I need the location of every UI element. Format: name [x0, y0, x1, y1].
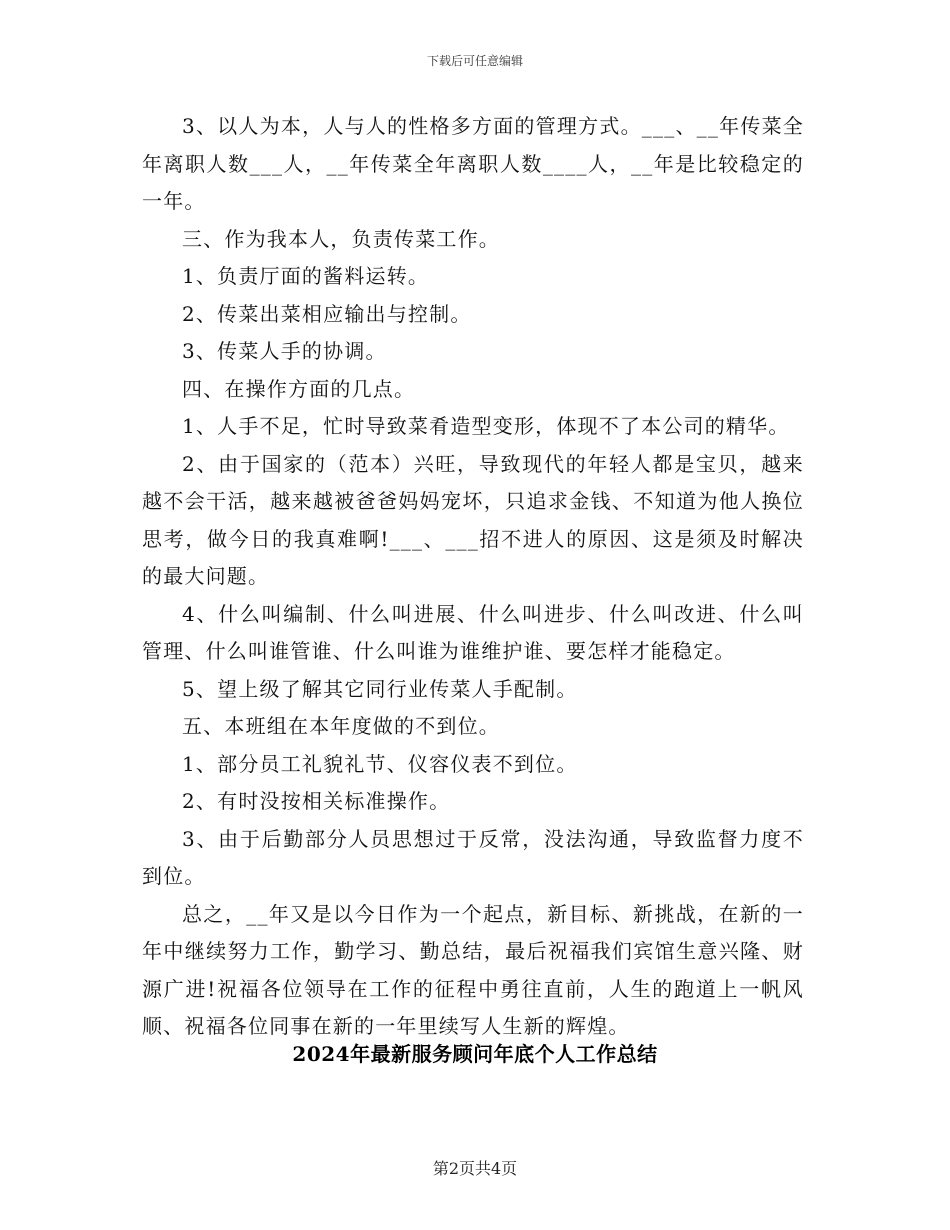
paragraph-8: 2、由于国家的（范本）兴旺，导致现代的年轻人都是宝贝，越来越不会干活，越来越被爸爸妈妈宠坏，只追求金钱、不知道为他人换位思考，做今日的我真难啊!___、___招不进人的原因、这是须及时解决的最大问题。 — [142, 451, 804, 588]
paragraph-2: 三、作为我本人，负责传菜工作。 — [182, 226, 500, 251]
paragraph-5: 3、传菜人手的协调。 — [182, 339, 387, 363]
paragraph-12: 1、部分员工礼貌礼节、仪容仪表不到位。 — [182, 751, 578, 776]
paragraph-7: 1、人手不足，忙时导致菜肴造型变形，体现不了本公司的精华。 — [182, 414, 790, 438]
paragraph-14: 3、由于后勤部分人员思想过于反常，没法沟通，导致监督力度不到位。 — [142, 826, 804, 888]
section-title: 2024年最新服务顾问年底个人工作总结 — [292, 1042, 658, 1066]
paragraph-9: 4、什么叫编制、什么叫进展、什么叫进步、什么叫改进、什么叫管理、什么叫谁管谁、什么叫谁为谁维护谁、要怎样才能稳定。 — [142, 601, 804, 663]
paragraph-6: 四、在操作方面的几点。 — [182, 376, 416, 401]
document-body — [142, 108, 804, 1046]
paragraph-10: 5、望上级了解其它同行业传菜人手配制。 — [182, 676, 578, 701]
paragraph-15: 总之，__年又是以今日作为一个起点，新目标、新挑战，在新的一年中继续努力工作，勤学习、勤总结，最后祝福我们宾馆生意兴隆、财源广进!祝福各位领导在工作的征程中勇往直前，人生的跑道上一帆风顺、祝福各位同事在新的一年里续写人生新的辉煌。 — [142, 901, 804, 1038]
paragraph-1: 3、以人为本，人与人的性格多方面的管理方式。___、__年传菜全年离职人数___人，__年传菜全年离职人数____人，__年是比较稳定的一年。 — [142, 114, 804, 213]
paragraph-13: 2、有时没按相关标准操作。 — [182, 789, 451, 813]
paragraph-3: 1、负责厅面的酱料运转。 — [182, 264, 430, 288]
paragraph-4: 2、传菜出菜相应输出与控制。 — [182, 301, 472, 326]
page-header: 下载后可任意编辑 — [426, 54, 523, 68]
paragraph-11: 五、本班组在本年度做的不到位。 — [182, 714, 500, 738]
page-footer: 第2页共4页 — [432, 1159, 518, 1178]
